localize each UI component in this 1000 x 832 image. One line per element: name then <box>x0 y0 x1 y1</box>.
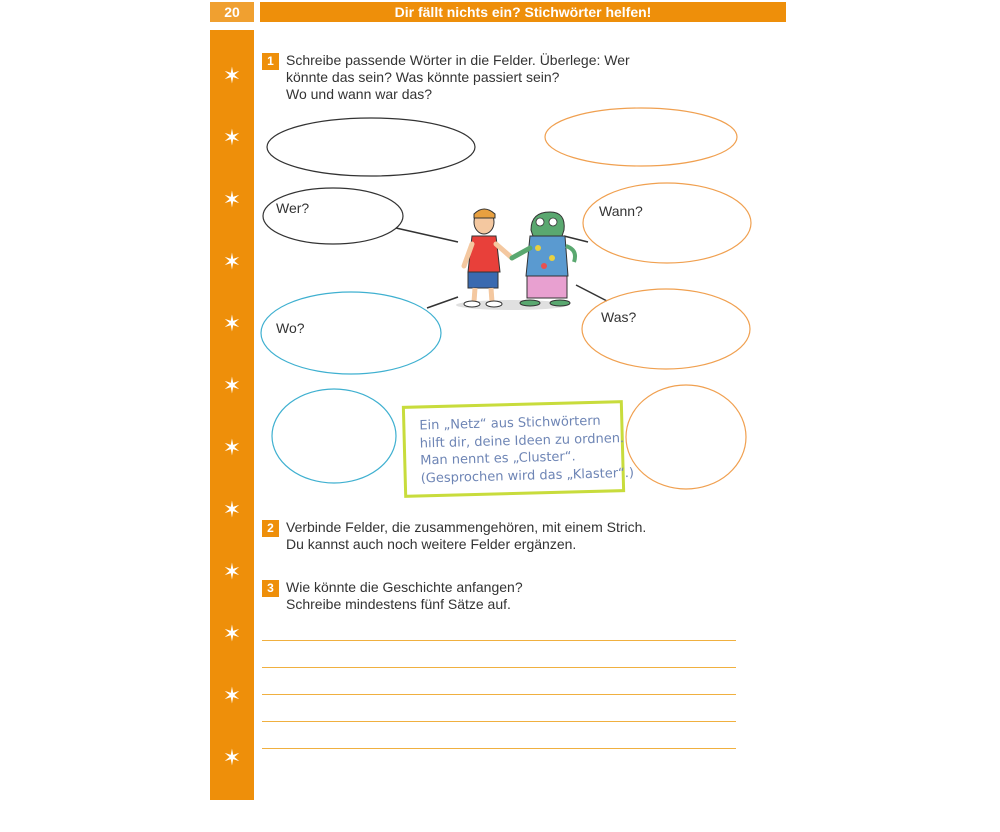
hint-text: Ein „Netz“ aus Stichwörtern hilft dir, deine Ideen zu ordnen. Man nennt es „Cluster“. (Gesprochen wird das „Klaster“.) <box>419 413 635 486</box>
connector-line <box>396 228 458 242</box>
star-icon: ✶ <box>222 311 242 336</box>
star-icon: ✶ <box>222 807 242 832</box>
task-instruction: Wie könnte die Geschichte anfangen? Schreibe mindestens fünf Sätze auf. <box>286 579 523 612</box>
star-icon: ✶ <box>222 435 242 460</box>
star-icon: ✶ <box>222 63 242 88</box>
cluster-bubble-wann <box>583 183 751 263</box>
writing-line[interactable] <box>262 640 736 641</box>
star-icon: ✶ <box>222 187 242 212</box>
cluster-bubble-was <box>582 289 750 369</box>
page-title: Dir fällt nichts ein? Stichwörter helfen! <box>260 2 786 22</box>
task-instruction: Schreibe passende Wörter in die Felder. Überlege: Wer könnte das sein? Was könnte passiert sein? Wo und wann war das? <box>286 52 630 102</box>
connector-line <box>564 236 588 242</box>
cluster-bubble-bottom-right <box>626 385 746 489</box>
star-icon: ✶ <box>222 621 242 646</box>
cluster-bubble-wer <box>263 188 403 244</box>
writing-line[interactable] <box>262 667 736 668</box>
connector-line <box>576 285 607 301</box>
label-wo: Wo? <box>276 320 305 336</box>
connector-line <box>427 297 458 308</box>
label-wann: Wann? <box>599 203 643 219</box>
task-number: 2 <box>262 520 279 537</box>
label-was: Was? <box>601 309 637 325</box>
cluster-bubble-top-left <box>267 118 475 176</box>
task-number: 3 <box>262 580 279 597</box>
star-icon: ✶ <box>222 745 242 770</box>
star-icon: ✶ <box>222 497 242 522</box>
writing-line[interactable] <box>262 694 736 695</box>
task-number: 1 <box>262 53 279 70</box>
cluster-bubble-top-right <box>545 108 737 166</box>
star-icon: ✶ <box>222 683 242 708</box>
handshake-illustration <box>456 209 575 310</box>
page-number: 20 <box>210 2 254 22</box>
cluster-bubble-bottom-left <box>272 389 396 483</box>
star-icon: ✶ <box>222 373 242 398</box>
task-instruction: Verbinde Felder, die zusammengehören, mit einem Strich. Du kannst auch noch weitere Felder ergänzen. <box>286 519 647 552</box>
writing-line[interactable] <box>262 721 736 722</box>
label-wer: Wer? <box>276 200 310 216</box>
star-icon: ✶ <box>222 249 242 274</box>
star-icon: ✶ <box>222 125 242 150</box>
hint-box <box>402 400 635 498</box>
writing-line[interactable] <box>262 748 736 749</box>
star-icon: ✶ <box>222 559 242 584</box>
